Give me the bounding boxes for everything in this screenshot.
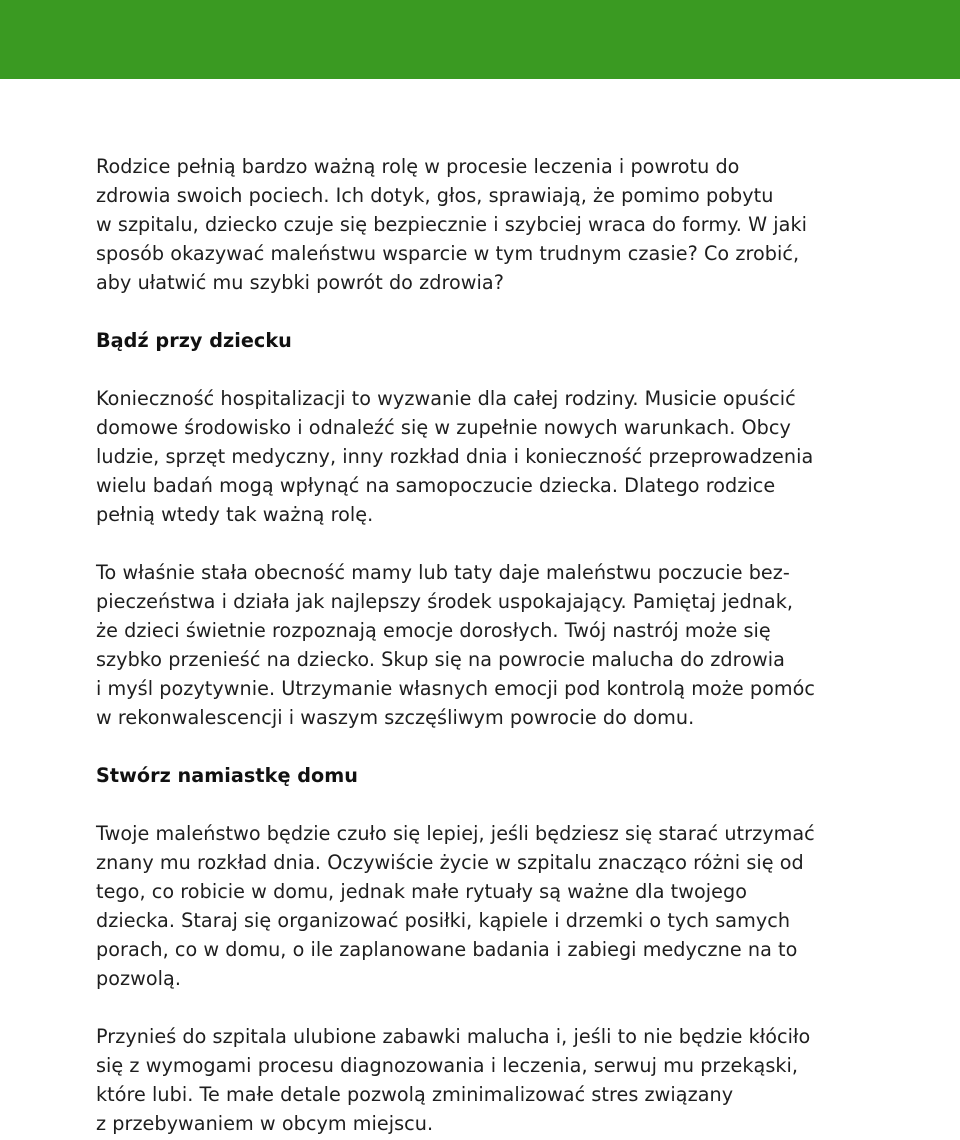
section2-paragraph-2 bbox=[96, 1022, 886, 1138]
text-line: zdrowia swoich pociech. Ich dotyk, głos, sprawiają, że pomimo pobytu bbox=[96, 184, 774, 207]
text-line: się z wymogami procesu diagnozowania i leczenia, serwuj mu przekąski, bbox=[96, 1054, 799, 1077]
spacer bbox=[96, 355, 886, 384]
header-band bbox=[0, 0, 960, 79]
text-line: Przynieś do szpitala ulubione zabawki malucha i, jeśli to nie będzie kłóciło bbox=[96, 1025, 811, 1048]
text-line: tego, co robicie w domu, jednak małe rytuały są ważne dla twojego bbox=[96, 880, 748, 903]
section2-paragraph-1 bbox=[96, 819, 886, 993]
text-line: pełnią wtedy tak ważną rolę. bbox=[96, 503, 374, 526]
text-line: porach, co w domu, o ile zaplanowane badania i zabiegi medyczne na to bbox=[96, 938, 798, 961]
text-line: pozwolą. bbox=[96, 967, 182, 990]
spacer bbox=[96, 993, 886, 1022]
section-heading-create-home: Stwórz namiastkę domu bbox=[96, 764, 359, 787]
spacer bbox=[96, 297, 886, 326]
text-line: domowe środowisko i odnaleźć się w zupełnie nowych warunkach. Obcy bbox=[96, 416, 791, 439]
text-line: szybko przenieść na dziecko. Skup się na powrocie malucha do zdrowia bbox=[96, 648, 785, 671]
text-line: To właśnie stała obecność mamy lub taty daje maleństwu poczucie bez- bbox=[96, 561, 790, 584]
section1-paragraph-2 bbox=[96, 558, 886, 732]
text-line: pieczeństwa i działa jak najlepszy środek uspokajający. Pamiętaj jednak, bbox=[96, 590, 794, 613]
text-line: Rodzice pełnią bardzo ważną rolę w procesie leczenia i powrotu do bbox=[96, 155, 740, 178]
article-body bbox=[96, 152, 886, 1138]
text-line: sposób okazywać maleństwu wsparcie w tym trudnym czasie? Co zrobić, bbox=[96, 242, 800, 265]
section-heading-be-with-child: Bądź przy dziecku bbox=[96, 329, 292, 352]
text-line: aby ułatwić mu szybki powrót do zdrowia? bbox=[96, 271, 504, 294]
text-line: znany mu rozkład dnia. Oczywiście życie w szpitalu znacząco różni się od bbox=[96, 851, 804, 874]
text-line: w szpitalu, dziecko czuje się bezpiecznie i szybciej wraca do formy. W jaki bbox=[96, 213, 807, 236]
spacer bbox=[96, 732, 886, 761]
spacer bbox=[96, 790, 886, 819]
text-line: wielu badań mogą wpłynąć na samopoczucie dziecka. Dlatego rodzice bbox=[96, 474, 776, 497]
text-line: ludzie, sprzęt medyczny, inny rozkład dnia i konieczność przeprowadzenia bbox=[96, 445, 814, 468]
text-line: że dzieci świetnie rozpoznają emocje dorosłych. Twój nastrój może się bbox=[96, 619, 771, 642]
text-line: w rekonwalescencji i waszym szczęśliwym powrocie do domu. bbox=[96, 706, 695, 729]
text-line: dziecka. Staraj się organizować posiłki, kąpiele i drzemki o tych samych bbox=[96, 909, 791, 932]
text-line: Konieczność hospitalizacji to wyzwanie dla całej rodziny. Musicie opuścić bbox=[96, 387, 796, 410]
text-line: z przebywaniem w obcym miejscu. bbox=[96, 1112, 434, 1135]
spacer bbox=[96, 529, 886, 558]
text-line: i myśl pozytywnie. Utrzymanie własnych emocji pod kontrolą może pomóc bbox=[96, 677, 816, 700]
text-line: Twoje maleństwo będzie czuło się lepiej, jeśli będziesz się starać utrzymać bbox=[96, 822, 815, 845]
intro-paragraph bbox=[96, 152, 886, 297]
section1-paragraph-1 bbox=[96, 384, 886, 529]
text-line: które lubi. Te małe detale pozwolą zminimalizować stres związany bbox=[96, 1083, 734, 1106]
